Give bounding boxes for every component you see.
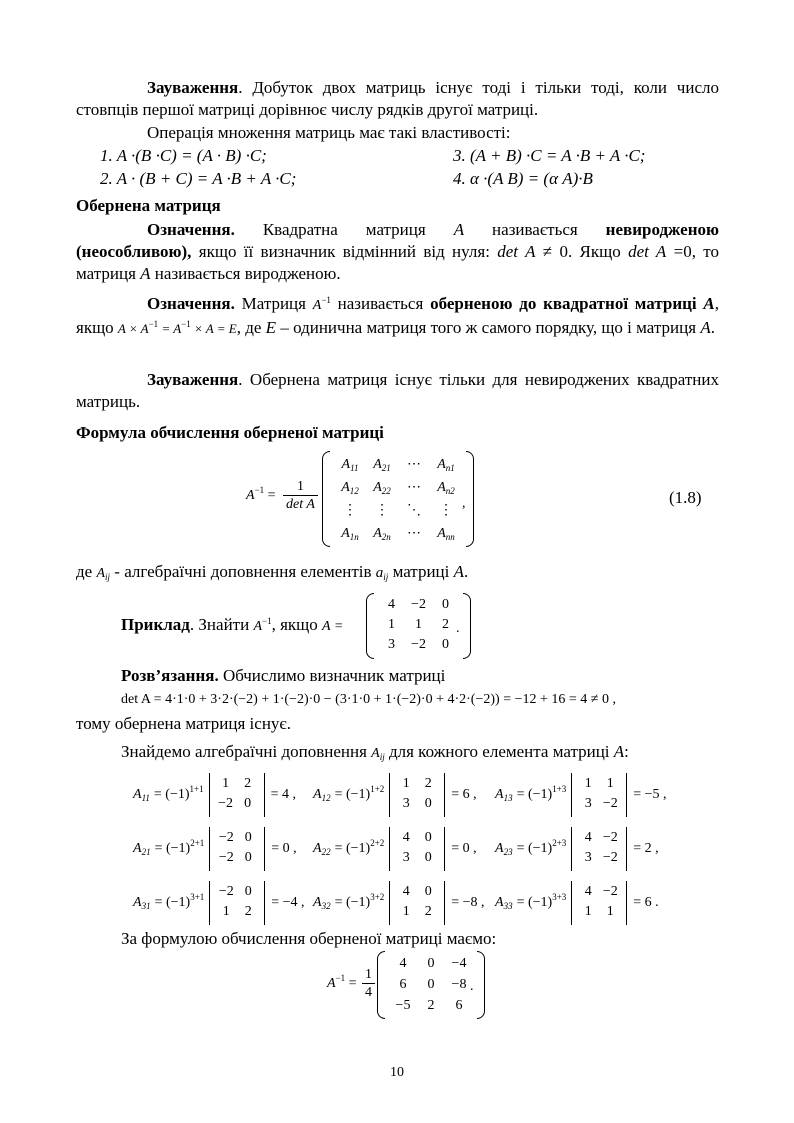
result-matrix-cell: 6 <box>455 997 463 1013</box>
cofactor-cell: 1 <box>402 776 410 791</box>
formula-fraction: 1 det A <box>283 478 318 513</box>
example-matrix-cell: 4 <box>388 597 395 612</box>
cofactor-cell: −2 <box>602 884 618 899</box>
cofactor-cell: 1 <box>606 904 614 919</box>
formula-cell: ⋮ <box>439 503 453 518</box>
cofactor-cell: −2 <box>218 884 234 899</box>
example-dot: . <box>456 621 460 636</box>
property-3: 3. (A + B) ·C = A ·B + A ·C; <box>453 146 646 165</box>
property-4: 4. α ·(A B) = (α A)·B <box>453 169 593 188</box>
result-matrix-cell: 2 <box>427 997 435 1013</box>
result-matrix-cell: −5 <box>395 997 411 1013</box>
cofactor-cell: 3 <box>402 850 410 865</box>
example-matrix-cell: 1 <box>415 617 422 632</box>
example-matrix-cell: 0 <box>442 597 449 612</box>
cofactor-cell: 0 <box>244 830 252 845</box>
formula-cell: $A_{22}$ <box>373 479 391 496</box>
cofactor-a13: $A_{13}$ = $(-1)^{1+3}$ 1 1 3 −2 = −5 , <box>495 772 667 818</box>
formula-cell: ⋯ <box>407 457 421 472</box>
result-matrix-cell: 0 <box>427 976 435 992</box>
formula-cell: $A_{1n}$ <box>341 525 359 542</box>
remark-paragraph: Зауваження. Добуток двох матриць існує тоді і тільки тоді, коли число стовпців першої матриці дорівнює числу рядків другої матриці. <box>76 78 719 119</box>
cofactor-cell: 1 <box>584 776 592 791</box>
cofactor-cell: 1 <box>222 776 230 791</box>
result-matrix-cell: −4 <box>451 955 467 971</box>
cofactor-cell: −2 <box>602 796 618 811</box>
example-matrix-cell: −2 <box>411 597 426 612</box>
cofactor-cell: 2 <box>424 904 432 919</box>
formula-comma: , <box>462 496 466 511</box>
cofactor-cell: 1 <box>402 904 410 919</box>
formula-lhs: $A^{-1}$ = <box>246 485 276 503</box>
operation-intro: Операція множення матриць має такі властивості: <box>147 123 511 142</box>
cofactor-cell: 2 <box>244 904 252 919</box>
cofactor-cell: 0 <box>424 850 432 865</box>
cofactor-a23: $A_{23}$ = $(-1)^{2+3}$ 4 −2 3 −2 = 2 , <box>495 826 659 872</box>
cofactors-intro: Знайдемо алгебраїчні доповнення $A_{ij}$ для кожного елемента матриці A: <box>121 742 629 762</box>
cofactor-cell: 0 <box>244 884 252 899</box>
formula-cell: ⋯ <box>407 526 421 541</box>
remark-inverse-exists: Зауваження. Обернена матриця існує тільки для невироджених квадратних матриць. <box>76 370 719 411</box>
cofactor-cell: 3 <box>584 796 592 811</box>
cofactor-cell: −2 <box>218 830 234 845</box>
cofactor-cell: 2 <box>424 776 432 791</box>
cofactor-cell: 1 <box>584 904 592 919</box>
cofactor-a33: $A_{33}$ = $(-1)^{3+3}$ 4 −2 1 1 = 6 . <box>495 880 659 926</box>
formula-cofactor-matrix <box>322 451 474 547</box>
example-matrix-cell: −2 <box>411 637 426 652</box>
formula-cell: $A_{nn}$ <box>437 525 455 542</box>
cofactor-cell: −2 <box>602 850 618 865</box>
formula-cell: ⋯ <box>407 480 421 495</box>
cofactor-a21: $A_{21}$ = $(-1)^{2+1}$ −2 0 −2 0 = 0 , <box>133 826 297 872</box>
formula-cell: $A_{n1}$ <box>437 456 455 473</box>
inverse-exists-text: тому обернена матриця існує. <box>76 714 291 733</box>
formula-cell: $A_{11}$ <box>341 456 359 473</box>
cofactor-cell: 4 <box>402 884 410 899</box>
formula-cell: $A_{21}$ <box>373 456 391 473</box>
page-number: 10 <box>390 1065 404 1080</box>
cofactor-cell: 1 <box>222 904 230 919</box>
formula-cell: $A_{12}$ <box>341 479 359 496</box>
formula-cell: ⋮ <box>375 503 389 518</box>
cofactor-cell: 1 <box>606 776 614 791</box>
cofactor-cell: 0 <box>244 796 252 811</box>
solution-text: Розв’язання. Обчислимо визначник матриці <box>121 666 446 685</box>
cofactor-cell: 3 <box>402 796 410 811</box>
result-dot: . <box>470 979 474 994</box>
cofactor-cell: 0 <box>424 796 432 811</box>
cofactor-a11: $A_{11}$ = $(-1)^{1+1}$ 1 2 −2 0 = 4 , <box>133 772 296 818</box>
result-matrix-cell: 6 <box>399 976 407 992</box>
cofactor-cell: 0 <box>424 884 432 899</box>
formula-cell: $A_{2n}$ <box>373 525 391 542</box>
formula-cell: ⋮ <box>343 503 357 518</box>
determinant-calculation: det A = 4·1·0 + 3·2·(−2) + 1·(−2)·0 − (3·1·0 + 1·(−2)·0 + 4·2·(−2)) = −12 + 16 = 4 ≠ 0 , <box>121 692 616 707</box>
result-matrix-cell: 4 <box>399 955 407 971</box>
cofactor-cell: 4 <box>584 884 592 899</box>
result-matrix-cell: 0 <box>427 955 435 971</box>
heading-inverse-matrix: Обернена матриця <box>76 196 221 215</box>
cofactor-cell: 2 <box>244 776 252 791</box>
cofactor-cell: 3 <box>584 850 592 865</box>
property-1: 1. A ·(B ·C) = (A · B) ·C; <box>100 146 267 165</box>
cofactor-a32: $A_{32}$ = $(-1)^{3+2}$ 4 0 1 2 = −8 , <box>313 880 485 926</box>
cofactor-a22: $A_{22}$ = $(-1)^{2+2}$ 4 0 3 0 = 0 , <box>313 826 477 872</box>
formula-number: (1.8) <box>669 488 702 507</box>
cofactor-cell: −2 <box>218 796 234 811</box>
result-lhs: $A^{-1}$ = <box>327 973 357 991</box>
example-text: Приклад. Знайти $A^{-1}$, якщо A = <box>121 615 344 634</box>
example-matrix-cell: 0 <box>442 637 449 652</box>
result-fraction: $\frac{1}{4}$ <box>362 966 375 1001</box>
formula-where: де $A_{ij}$ - алгебраїчні доповнення елементів $a_{ij}$ матриці A. <box>76 562 469 582</box>
cofactor-cell: 4 <box>584 830 592 845</box>
formula-cell: $A_{n2}$ <box>437 479 455 496</box>
cofactor-cell: −2 <box>218 850 234 865</box>
definition-inverse: Означення. Матриця $A^{-1}$ називається оберненою до квадратної матриці A, якщо $A \times A^{-1} = A^{-1} \times A = E$, де E – одинична матриця того ж самого порядку, що і матриця A. <box>76 294 720 337</box>
cofactor-a12: $A_{12}$ = $(-1)^{1+2}$ 1 2 3 0 = 6 , <box>313 772 477 818</box>
cofactor-cell: 0 <box>424 830 432 845</box>
cofactor-cell: −2 <box>602 830 618 845</box>
property-2: 2. A · (B + C) = A ·B + A ·C; <box>100 169 297 188</box>
example-matrix-cell: 1 <box>388 617 395 632</box>
result-matrix <box>377 951 485 1019</box>
example-matrix-cell: 3 <box>388 637 395 652</box>
cofactor-cell: 0 <box>244 850 252 865</box>
example-matrix-cell: 2 <box>442 617 449 632</box>
definition-nondegenerate: Означення. Квадратна матриця A називається невиродженою (неособливою), якщо її визначник відмінний від нуля: det A ≠ 0. Якщо det A =0, то матриця A називається виродженою. <box>76 220 719 283</box>
cofactor-cell: 4 <box>402 830 410 845</box>
final-text: За формулою обчислення оберненої матриці маємо: <box>121 929 497 948</box>
formula-cell: ⋱ <box>407 503 421 518</box>
cofactor-a31: $A_{31}$ = $(-1)^{3+1}$ −2 0 1 2 = −4 , <box>133 880 305 926</box>
result-matrix-cell: −8 <box>451 976 467 992</box>
heading-formula: Формула обчислення оберненої матриці <box>76 423 384 442</box>
